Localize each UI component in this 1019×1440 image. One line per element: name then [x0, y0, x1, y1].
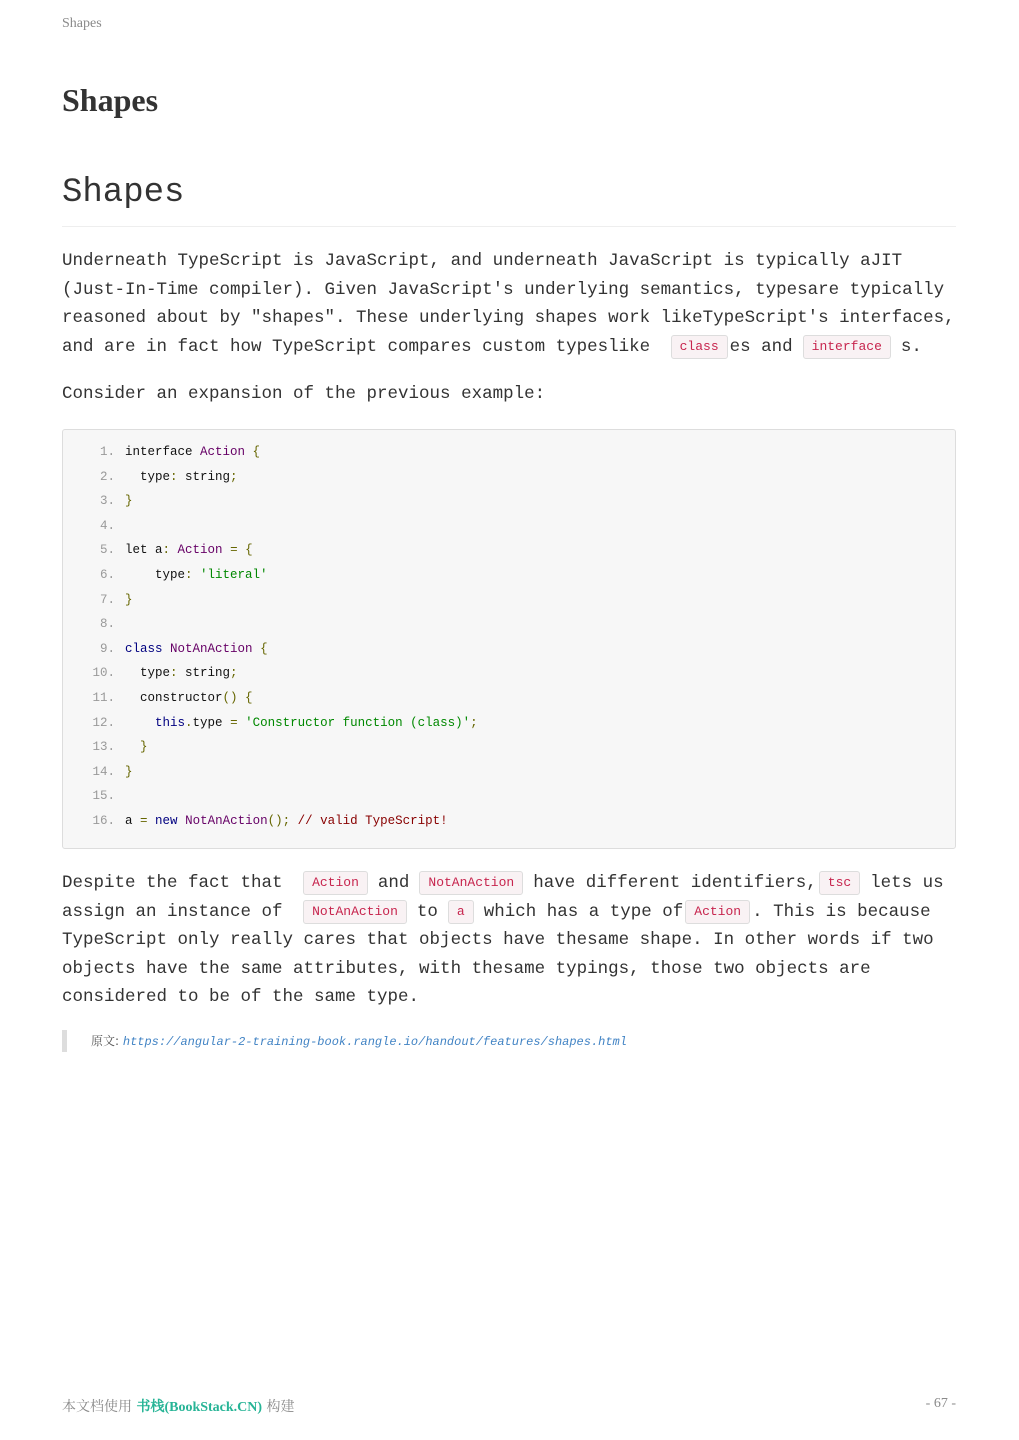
code-token: string: [177, 666, 231, 681]
line-number: 10.: [92, 666, 115, 681]
text-fragment: lets us: [870, 873, 944, 893]
code-token: interface: [125, 445, 201, 459]
line-number: 11.: [92, 690, 115, 705]
code-token: Action: [200, 445, 246, 459]
code-block: [62, 429, 956, 849]
running-header: Shapes: [62, 16, 102, 31]
source-separator: :: [115, 1034, 123, 1048]
line-number: 8.: [99, 617, 115, 632]
code-token: [148, 814, 156, 828]
source-blockquote: [62, 1030, 627, 1052]
line-number: 16.: [92, 813, 115, 828]
code-token: type: [192, 715, 231, 730]
code-line: [63, 637, 955, 662]
line-number: 3.: [99, 494, 115, 509]
code-token: [125, 740, 140, 754]
code-token: ();: [267, 813, 291, 828]
text-fragment: and: [377, 873, 410, 893]
code-token: // valid TypeScript!: [297, 813, 448, 828]
line-number: 7.: [99, 592, 115, 607]
code-token: ;: [230, 469, 238, 484]
paragraph-line: objects have the same attributes, with thesame typings, those two objects are: [62, 958, 871, 979]
line-number: 6.: [99, 567, 115, 582]
footer-credit: [62, 1396, 295, 1416]
code-token: {: [260, 641, 268, 656]
code-line: [63, 711, 955, 736]
code-token: let a: [125, 543, 163, 558]
code-line: [63, 538, 955, 563]
inline-code-interface: interface: [803, 335, 891, 359]
explanation-paragraph: [62, 869, 962, 1012]
text-fragment: to: [416, 901, 438, 922]
code-token: constructor: [125, 690, 223, 705]
code-token: = {: [230, 543, 253, 558]
text-fragment: and are in fact how TypeScript compares custom typeslike: [62, 336, 651, 357]
code-token: }: [125, 764, 133, 779]
example-intro-paragraph: Consider an expansion of the previous example:: [62, 384, 546, 404]
code-token: :: [170, 666, 178, 681]
paragraph-line: [62, 898, 962, 927]
code-token: [223, 543, 231, 557]
text-fragment: . This is because: [752, 901, 931, 922]
text-fragment: es and: [729, 336, 793, 357]
page-number: - 67 -: [925, 1396, 956, 1411]
code-token: =: [140, 813, 148, 828]
code-token: this: [155, 715, 186, 730]
code-token: [193, 568, 201, 582]
paragraph-line: considered to be of the same type.: [62, 987, 420, 1007]
code-line: [63, 686, 955, 711]
text-fragment: Despite the fact that: [62, 873, 283, 893]
code-token: =: [230, 715, 238, 730]
line-number: 4.: [99, 518, 115, 533]
source-link[interactable]: https://angular-2-training-book.rangle.io/handout/features/shapes.html: [122, 1035, 627, 1049]
code-token: ;: [470, 715, 478, 730]
code-token: () {: [222, 690, 253, 705]
code-token: string: [177, 469, 231, 484]
text-fragment: which has a type of: [483, 901, 684, 922]
inline-code-class: class: [671, 335, 728, 359]
code-token: Action: [177, 543, 223, 558]
inline-code-action: Action: [685, 900, 750, 924]
code-line: [63, 784, 955, 809]
inline-code-a: a: [448, 900, 474, 924]
code-line: [63, 809, 955, 834]
text-fragment: s.: [900, 336, 922, 357]
code-token: 'Constructor function (class)': [245, 715, 471, 730]
line-number: 2.: [99, 469, 115, 484]
code-token: type: [125, 469, 171, 484]
code-token: NotAnAction: [170, 641, 253, 656]
code-token: {: [245, 445, 261, 459]
code-token: :: [170, 469, 178, 484]
inline-code-action: Action: [303, 871, 368, 895]
source-label: 原文: [91, 1034, 116, 1048]
code-line: [63, 588, 955, 613]
line-number: 14.: [92, 764, 115, 779]
code-token: NotAnAction: [185, 813, 268, 828]
code-token: a: [125, 813, 141, 828]
footer-brand-link[interactable]: 书栈(BookStack.CN): [136, 1400, 263, 1415]
paragraph-line: (Just-In-Time compiler). Given JavaScript's underlying semantics, typesare typically: [62, 279, 945, 300]
code-line: [63, 661, 955, 686]
paragraph-line: [62, 333, 962, 362]
code-token: [170, 543, 178, 557]
code-line: [63, 514, 955, 539]
code-token: [163, 642, 171, 656]
code-token: new: [155, 813, 178, 828]
line-number: 5.: [99, 543, 115, 558]
code-token: ;: [230, 666, 238, 681]
code-token: 'literal': [200, 567, 268, 582]
footer-prefix: 本文档使用: [62, 1399, 137, 1415]
code-token: [125, 716, 155, 730]
code-token: }: [125, 494, 133, 509]
code-token: type: [125, 567, 186, 582]
paragraph-line: Underneath TypeScript is JavaScript, and underneath JavaScript is typically aJIT: [62, 251, 903, 271]
inline-code-notanaction: NotAnAction: [303, 900, 407, 924]
line-number: 9.: [99, 641, 115, 656]
code-token: type: [125, 666, 171, 681]
code-token: [178, 814, 186, 828]
code-token: [290, 814, 298, 828]
line-number: 1.: [99, 445, 115, 459]
line-number: 12.: [92, 715, 115, 730]
code-line: [63, 489, 955, 514]
code-line: [63, 612, 955, 637]
document-title: Shapes: [62, 82, 159, 118]
section-heading: Shapes: [62, 170, 956, 227]
code-line: [63, 760, 955, 785]
code-line: [63, 735, 955, 760]
text-fragment: assign an instance of: [62, 901, 283, 922]
paragraph-line: TypeScript only really cares that objects have thesame shape. In other words if two: [62, 930, 934, 950]
code-token: class: [125, 641, 163, 656]
code-token: .: [185, 715, 193, 730]
line-number: 13.: [92, 740, 115, 755]
intro-paragraph: [62, 247, 962, 361]
inline-code-notanaction: NotAnAction: [419, 871, 523, 895]
code-line: [63, 563, 955, 588]
code-token: :: [185, 567, 193, 582]
code-token: :: [162, 543, 171, 558]
code-token: [253, 642, 261, 656]
code-line: [63, 465, 955, 490]
paragraph-line: reasoned about by "shapes". These underlying shapes work likeTypeScript's interfaces,: [62, 308, 955, 328]
line-number: 15.: [92, 789, 115, 804]
inline-code-tsc: tsc: [819, 871, 860, 895]
code-line: [63, 440, 955, 465]
code-token: [238, 716, 246, 730]
text-fragment: have different identifiers,: [533, 873, 817, 893]
footer-suffix: 构建: [262, 1399, 295, 1415]
paragraph-line: [62, 869, 962, 898]
code-token: }: [125, 592, 133, 607]
code-token: }: [140, 740, 148, 755]
